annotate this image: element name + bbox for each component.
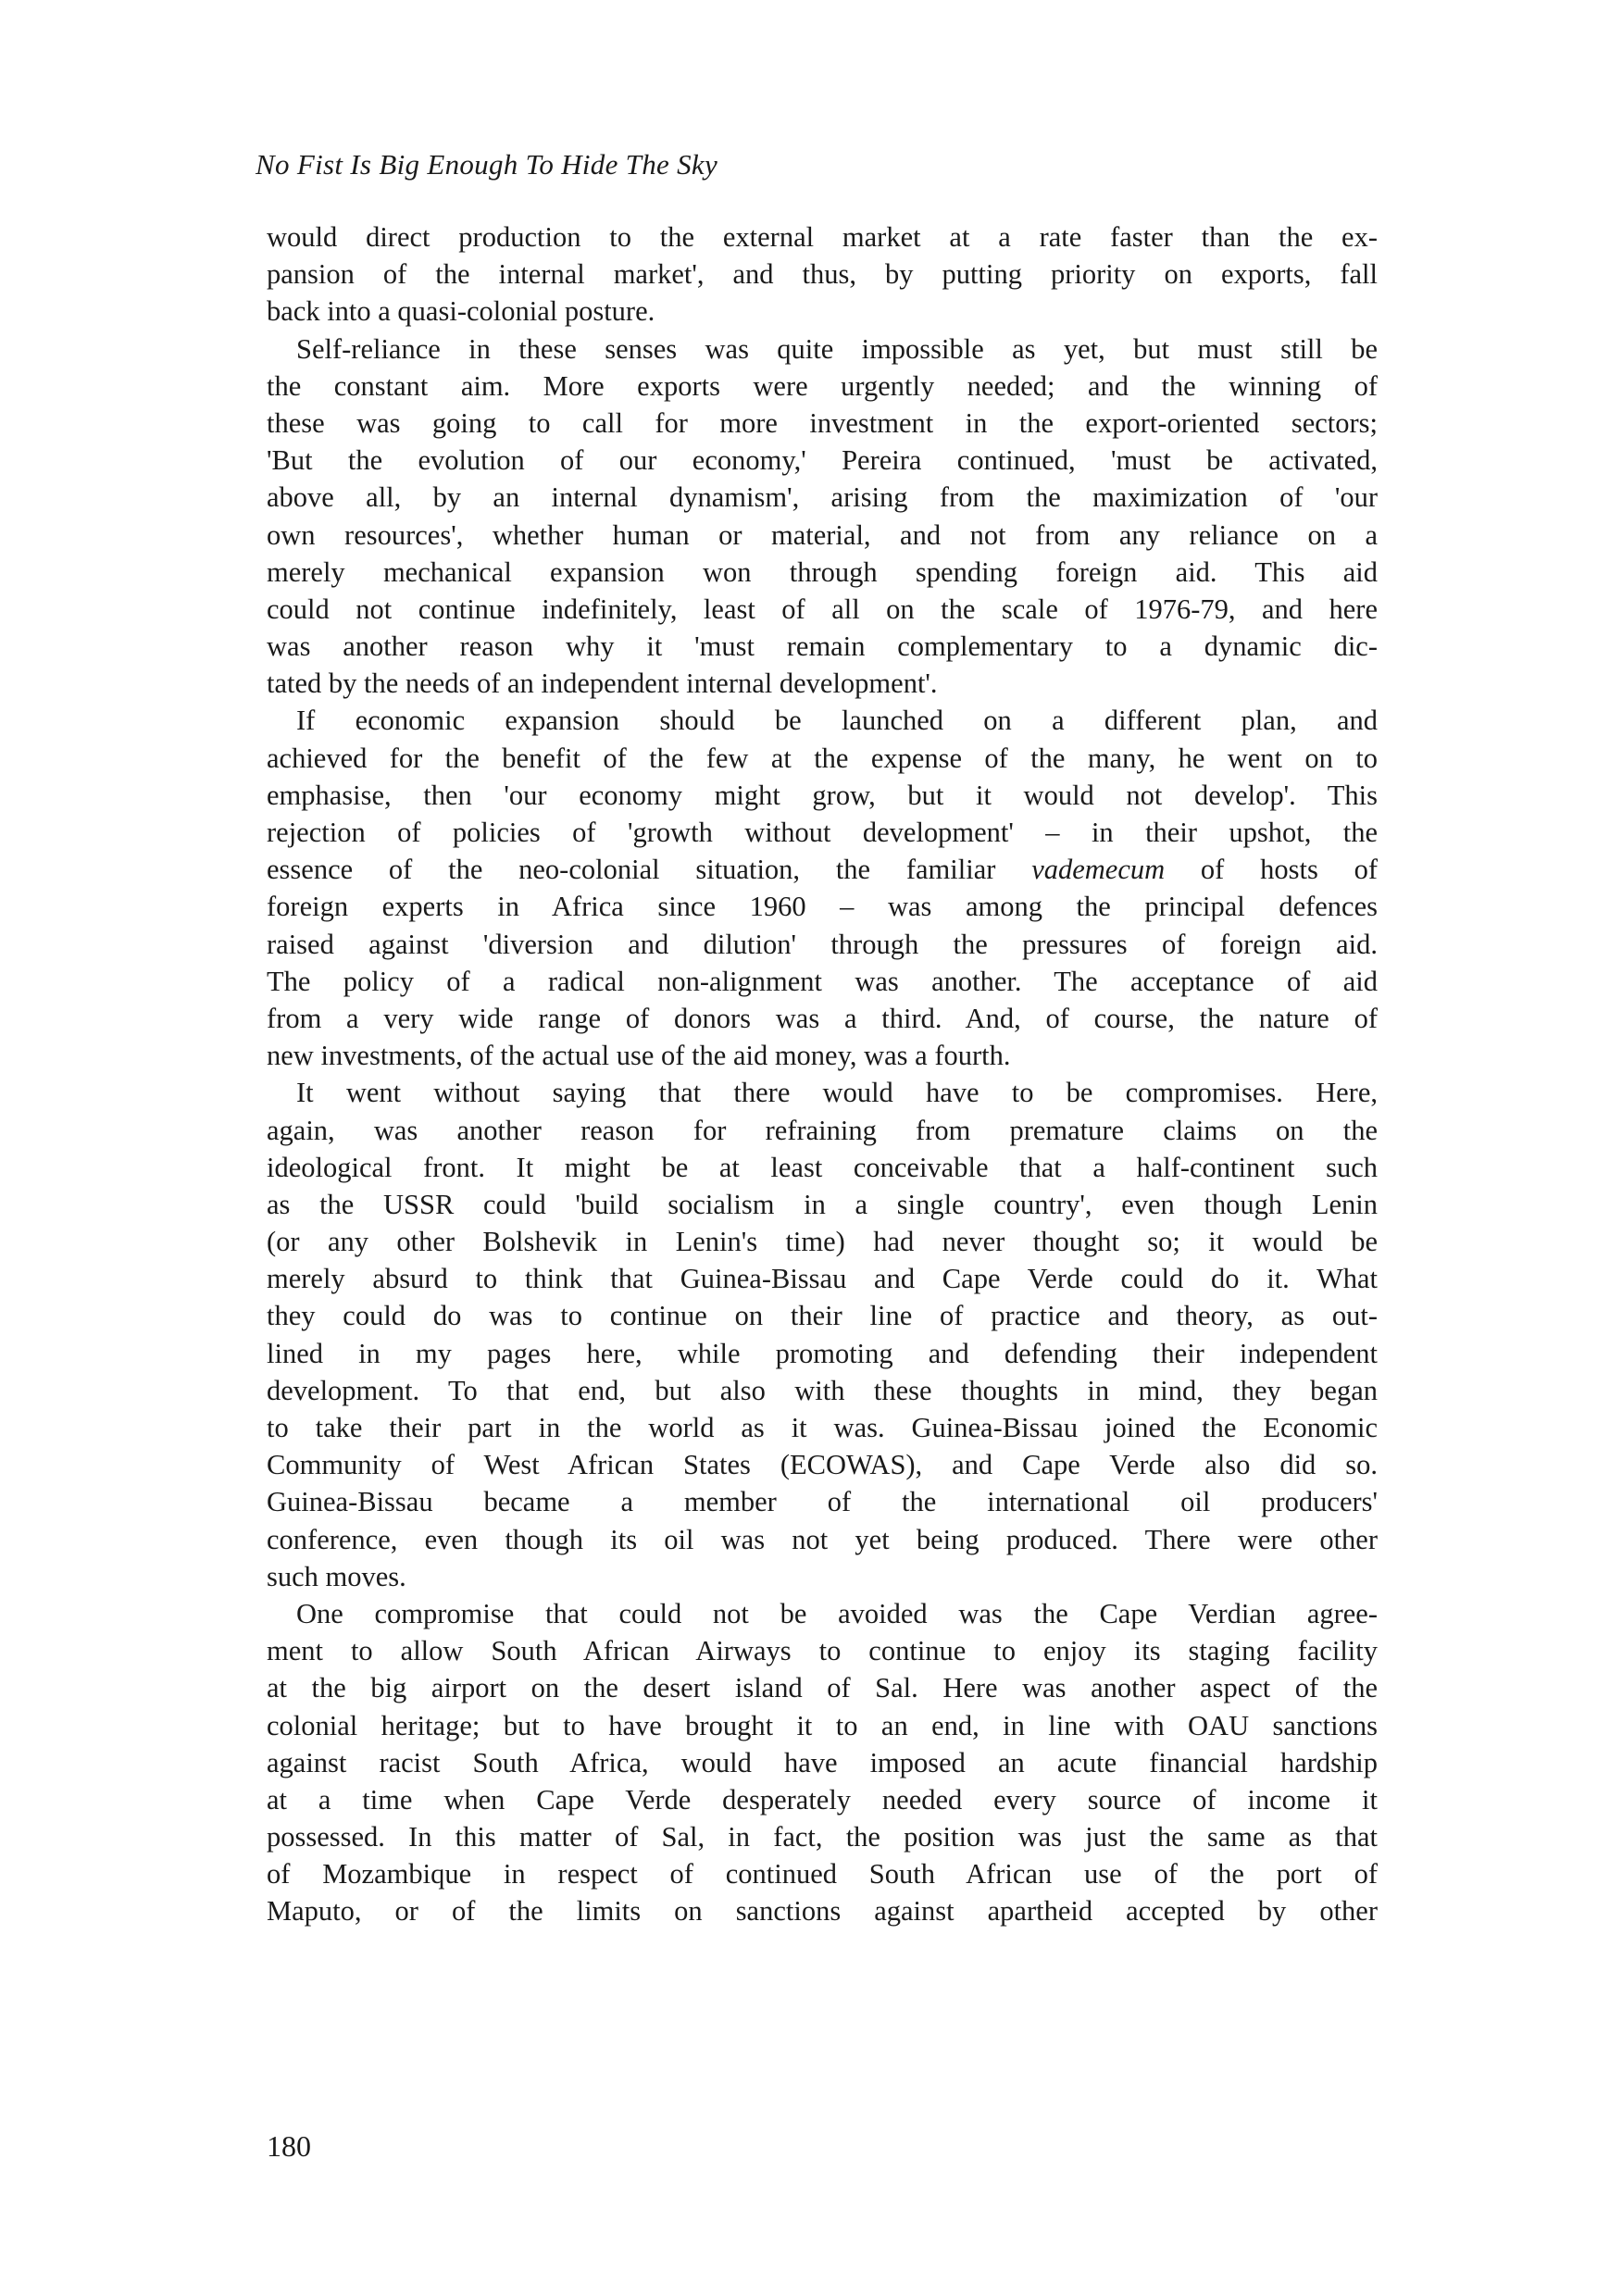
text-line: the constant aim. More exports were urgently needed; and the winning of [267, 369, 1378, 402]
text-line: lined in my pages here, while promoting and defending their independent [267, 1337, 1378, 1369]
text-line: back into a quasi-colonial posture. [267, 295, 655, 328]
text-line: new investments, of the actual use of the aid money, was a fourth. [267, 1040, 1011, 1072]
text-line: conference, even though its oil was not yet being produced. There were other [267, 1523, 1378, 1555]
text-line: essence of the neo-colonial situation, the familiar vademecum of hosts of [267, 854, 1379, 886]
text-line: merely mechanical expansion won through spending foreign aid. This aid [267, 555, 1378, 588]
text-line: colonial heritage; but to have brought it to an end, in line with OAU sanctions [267, 1709, 1378, 1741]
text-line: 'But the evolution of our economy,' Pereira continued, 'must be activated, [267, 444, 1378, 477]
text-line: was another reason why it 'must remain complementary to a dynamic dic- [267, 630, 1378, 663]
text-line: Guinea-Bissau became a member of the international oil producers' [267, 1486, 1378, 1518]
text-line: emphasise, then 'our economy might grow, but it would not develop'. This [267, 779, 1378, 811]
text-line: against racist South Africa, would have imposed an acute financial hardship [267, 1746, 1378, 1778]
text-line: One compromise that could not be avoided was the Cape Verdian agree- [296, 1597, 1378, 1629]
text-line: at a time when Cape Verde desperately needed every source of income it [267, 1783, 1378, 1816]
text-line: such moves. [267, 1560, 406, 1592]
text-line: foreign experts in Africa since 1960 – was among the principal defences [267, 891, 1378, 923]
text-line: above all, by an internal dynamism', arising from the maximization of 'our [267, 481, 1378, 514]
text-line: ideological front. It might be at least conceivable that a half-continent such [267, 1151, 1378, 1183]
text-line: own resources', whether human or material, and not from any reliance on a [267, 518, 1378, 551]
text-line: pansion of the internal market', and thus, by putting priority on exports, fall [267, 258, 1378, 291]
text-line: tated by the needs of an independent internal development'. [267, 668, 938, 700]
page-number: 180 [267, 2129, 311, 2163]
text-line: of Mozambique in respect of continued South African use of the port of [267, 1858, 1378, 1890]
text-line: Self-reliance in these senses was quite impossible as yet, but must still be [296, 332, 1378, 365]
body-text [267, 218, 1378, 1930]
text-line: achieved for the benefit of the few at the expense of the many, he went on to [267, 742, 1378, 774]
text-line: would direct production to the external market at a rate faster than the ex- [267, 221, 1378, 253]
text-line: rejection of policies of 'growth without development' – in their upshot, the [267, 817, 1378, 848]
text-line: they could do was to continue on their line of practice and theory, as out- [267, 1300, 1378, 1332]
text-line: as the USSR could 'build socialism in a single country', even though Lenin [267, 1188, 1378, 1220]
text-line: Maputo, or of the limits on sanctions against apartheid accepted by other [267, 1895, 1378, 1928]
running-head: No Fist Is Big Enough To Hide The Sky [256, 148, 718, 181]
text-line: The policy of a radical non-alignment was another. The acceptance of aid [267, 965, 1378, 997]
text-line: If economic expansion should be launched on a different plan, and [296, 705, 1378, 737]
text-line: again, was another reason for refraining from premature claims on the [267, 1114, 1378, 1146]
text-line: Community of West African States (ECOWAS), and Cape Verde also did so. [267, 1449, 1378, 1481]
text-line: It went without saying that there would have to be compromises. Here, [296, 1077, 1378, 1109]
text-line: at the big airport on the desert island of Sal. Here was another aspect of the [267, 1672, 1378, 1704]
text-line: development. To that end, but also with these thoughts in mind, they began [267, 1374, 1378, 1406]
text-line: (or any other Bolshevik in Lenin's time) had never thought so; it would be [267, 1226, 1378, 1258]
text-line: these was going to call for more investment in the export-oriented sectors; [267, 406, 1378, 439]
text-line: to take their part in the world as it was. Guinea-Bissau joined the Economic [267, 1412, 1378, 1443]
text-line: merely absurd to think that Guinea-Bissau and Cape Verde could do it. What [267, 1263, 1378, 1295]
text-line: could not continue indefinitely, least of all on the scale of 1976-79, and here [267, 593, 1378, 625]
text-line: from a very wide range of donors was a third. And, of course, the nature of [267, 1002, 1378, 1034]
text-line: ment to allow South African Airways to continue to enjoy its staging facility [267, 1635, 1378, 1667]
text-line: raised against 'diversion and dilution' through the pressures of foreign aid. [267, 928, 1378, 960]
italic-term: vademecum [1031, 854, 1166, 886]
text-line: possessed. In this matter of Sal, in fact, the position was just the same as that [267, 1821, 1378, 1853]
